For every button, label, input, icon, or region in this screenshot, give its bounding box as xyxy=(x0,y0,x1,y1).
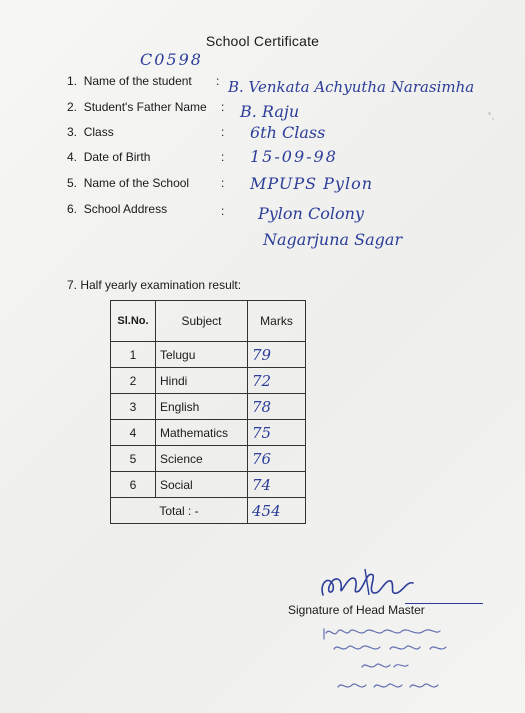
subject-cell: Science xyxy=(156,446,248,472)
sl-cell: 4 xyxy=(111,420,156,446)
field-label: School Address xyxy=(83,202,168,216)
reference-number: C0598 xyxy=(140,50,203,69)
field-value: B. Raju xyxy=(240,102,300,121)
total-label: Total : - xyxy=(111,498,248,524)
subject-cell: English xyxy=(156,394,248,420)
field-label: Name of the student xyxy=(83,74,192,88)
field-date-of-birth xyxy=(0,147,525,170)
table-row xyxy=(111,472,306,498)
table-row xyxy=(111,420,306,446)
subject-cell: Social xyxy=(156,472,248,498)
subject-cell: Mathematics xyxy=(156,420,248,446)
field-value: 6th Class xyxy=(250,123,326,142)
field-value: MPUPS Pylon xyxy=(250,174,374,193)
colon: : xyxy=(221,100,225,114)
colon: : xyxy=(221,125,225,139)
total-row xyxy=(111,498,306,524)
header-sl-no: Sl.No. xyxy=(111,301,156,342)
marks-cell: 75 xyxy=(248,420,306,446)
field-label: Date of Birth xyxy=(83,150,151,164)
paper-speck xyxy=(492,118,494,120)
handwritten-signature xyxy=(315,565,435,605)
table-row xyxy=(111,342,306,368)
colon: : xyxy=(221,176,225,190)
sl-cell: 2 xyxy=(111,368,156,394)
marks-table xyxy=(110,300,306,524)
field-number: 5. xyxy=(67,176,78,190)
field-number: 6. xyxy=(67,202,78,216)
table-row xyxy=(111,446,306,472)
certificate-title: School Certificate xyxy=(205,33,320,49)
exam-heading: 7. Half yearly examination result: xyxy=(67,278,242,292)
signature-caption: Signature of Head Master xyxy=(288,603,425,617)
field-class xyxy=(0,125,525,145)
marks-cell: 79 xyxy=(248,342,306,368)
sl-cell: 6 xyxy=(111,472,156,498)
marks-cell: 76 xyxy=(248,446,306,472)
field-label: Name of the School xyxy=(83,176,190,190)
colon: : xyxy=(221,204,225,218)
marks-cell: 74 xyxy=(248,472,306,498)
subject-cell: Telugu xyxy=(156,342,248,368)
field-school-name xyxy=(0,176,525,196)
sl-cell: 5 xyxy=(111,446,156,472)
field-value: B. Venkata Achyutha Narasimha xyxy=(228,78,475,96)
field-value: 15-09-98 xyxy=(250,147,338,166)
table-header-row xyxy=(111,301,306,342)
marks-cell: 78 xyxy=(248,394,306,420)
header-subject: Subject xyxy=(156,301,248,342)
field-school-address xyxy=(0,202,525,252)
table-row xyxy=(111,394,306,420)
header-marks: Marks xyxy=(248,301,306,342)
field-student-name xyxy=(0,74,525,94)
sl-cell: 1 xyxy=(111,342,156,368)
marks-cell: 72 xyxy=(248,368,306,394)
school-stamp xyxy=(320,625,460,695)
field-value: Pylon Colony xyxy=(258,204,364,223)
paper-speck xyxy=(488,112,491,115)
field-value-line2: Nagarjuna Sagar xyxy=(263,230,403,249)
subject-cell: Hindi xyxy=(156,368,248,394)
sl-cell: 3 xyxy=(111,394,156,420)
field-number: 1. xyxy=(67,74,78,88)
field-father-name xyxy=(0,100,525,120)
signature-block xyxy=(285,565,495,685)
field-number: 2. xyxy=(67,100,78,114)
field-number: 3. xyxy=(67,125,78,139)
table-row xyxy=(111,368,306,394)
field-label: Class xyxy=(83,125,114,139)
colon: : xyxy=(216,74,220,88)
field-number: 4. xyxy=(67,150,78,164)
field-label: Student's Father Name xyxy=(83,100,207,114)
colon: : xyxy=(221,150,225,164)
total-value: 454 xyxy=(248,498,306,524)
